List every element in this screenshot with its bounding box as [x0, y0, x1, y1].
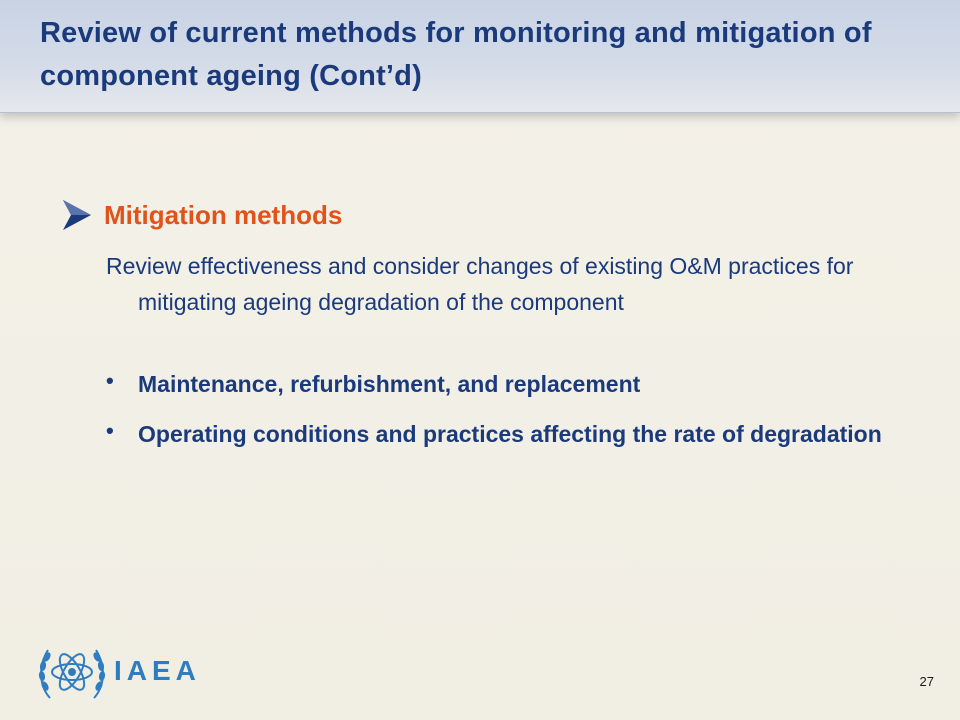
bullet-dot: •	[106, 418, 114, 443]
bullet-text: Operating conditions and practices affecting the rate of degradation	[138, 421, 882, 447]
bullet-dot: •	[106, 368, 114, 393]
section-heading	[60, 193, 920, 237]
intro-paragraph: Review effectiveness and consider changes of existing O&M practices for mitigating ageing degradation of the component	[106, 253, 854, 315]
slide-title: Review of current methods for monitoring and mitigation of component ageing (Cont’d)	[40, 17, 872, 92]
page-number: 27	[919, 674, 934, 689]
bullet-text: Maintenance, refurbishment, and replacement	[138, 371, 641, 397]
iaea-logo-text: IAEA	[114, 655, 201, 686]
bullet-item	[106, 416, 896, 452]
section-heading-text: Mitigation methods	[104, 199, 343, 230]
bullet-item	[106, 366, 896, 402]
arrowhead-bullet-icon	[60, 197, 94, 233]
iaea-emblem-icon	[36, 640, 108, 706]
